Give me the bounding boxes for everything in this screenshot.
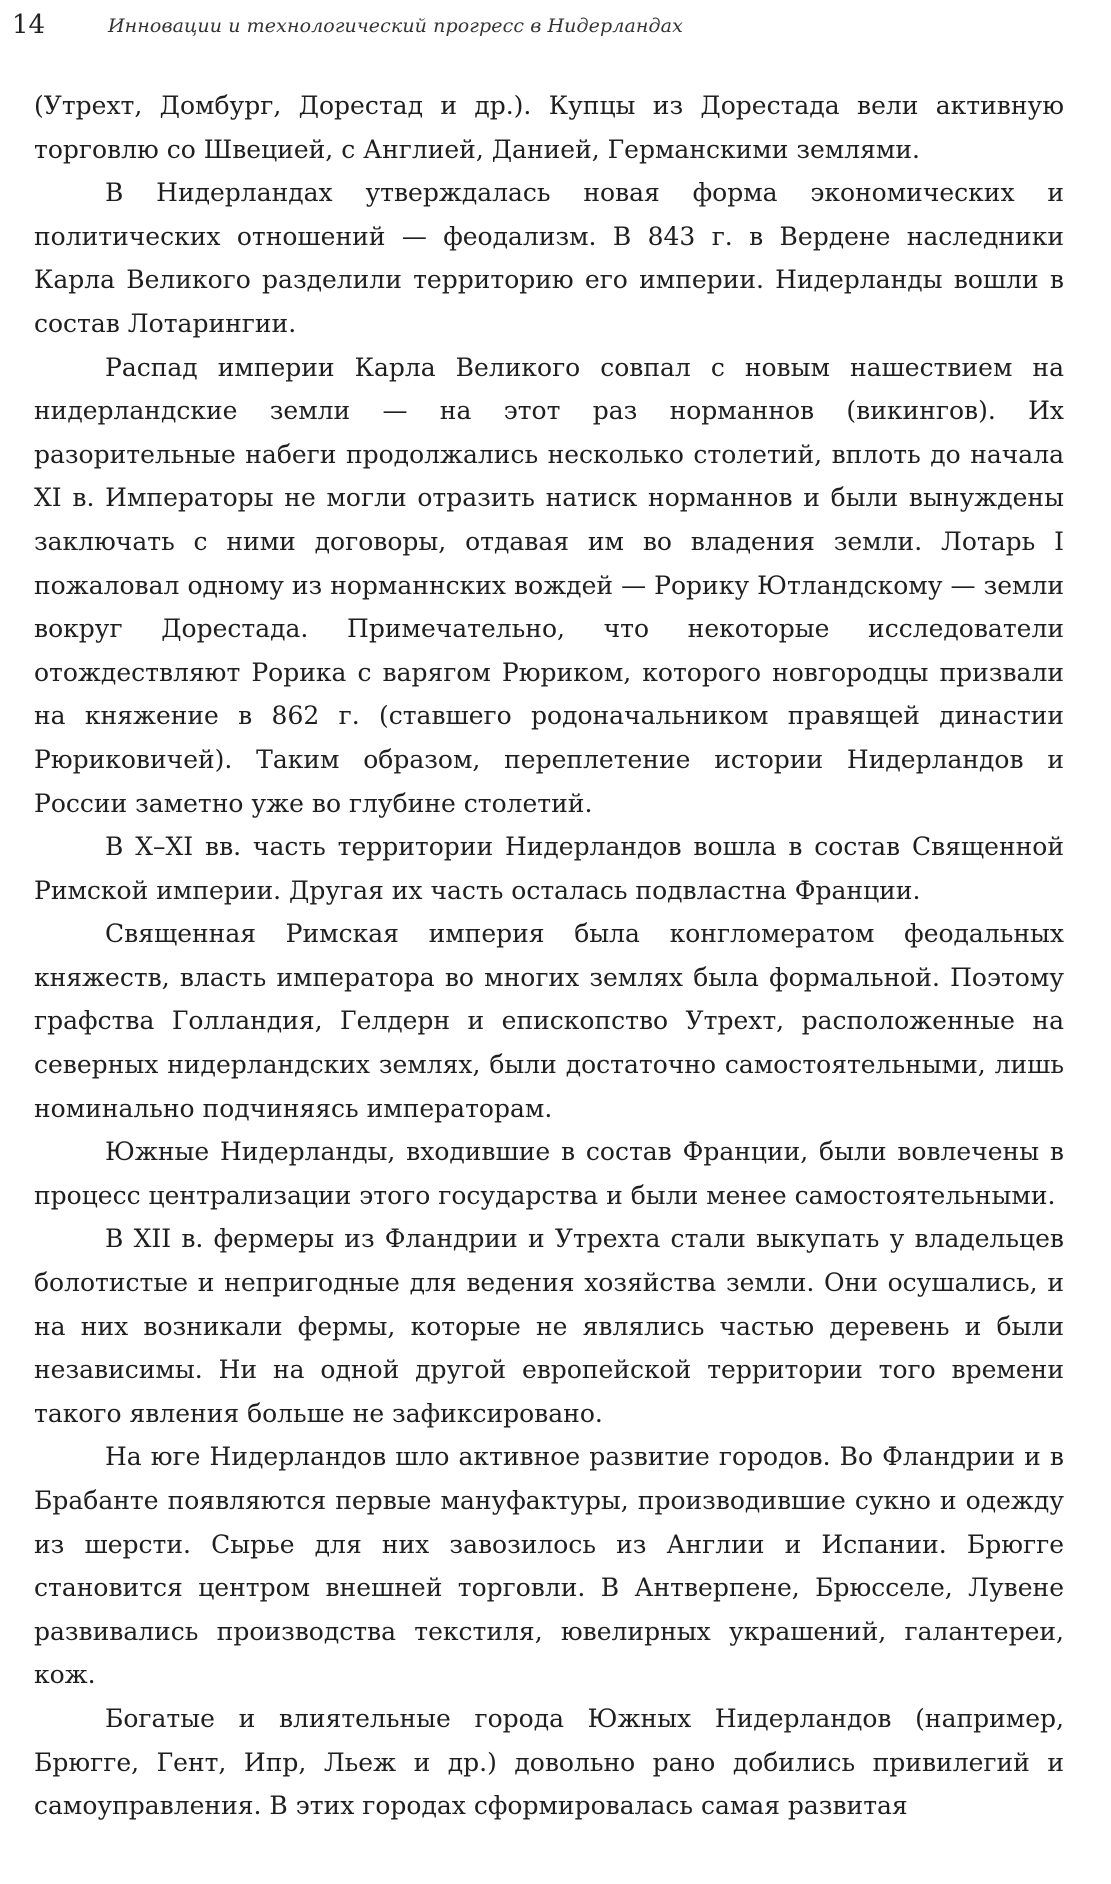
paragraph: В XII в. фермеры из Фландрии и Утрехта стали выкупать у владельцев болотистые и непригодные для ведения хозяйства земли. Они осушались, и на них возникали фермы, которые не являлись частью деревень и были независимы. Ни на одной другой европейской территории того времени такого явления больше не зафиксировано. xyxy=(34,1224,1064,1428)
body-text xyxy=(34,84,1064,1828)
running-title: Инновации и технологический прогресс в Нидерландах xyxy=(108,15,683,37)
page-header xyxy=(12,8,1062,52)
paragraph: В X–XI вв. часть территории Нидерландов вошла в состав Священной Римской империи. Другая их часть осталась подвластна Франции. xyxy=(34,832,1064,905)
paragraph: Священная Римская империя была конгломератом феодальных княжеств, власть императора во многих землях была формальной. Поэтому графства Голландия, Гелдерн и епископство Утрехт, расположенные на северных нидерландских землях, были достаточно самостоятельными, лишь номинально подчиняясь императорам. xyxy=(34,919,1064,1123)
paragraph: (Утрехт, Домбург, Дорестад и др.). Купцы из Дорестада вели активную торговлю со Швецией, с Англией, Данией, Германскими землями. xyxy=(34,91,1064,164)
page-number: 14 xyxy=(12,10,46,40)
paragraph: В Нидерландах утверждалась новая форма экономических и политических отношений — феодализм. В 843 г. в Вердене наследники Карла Великого разделили территорию его империи. Нидерланды вошли в состав Лотарингии. xyxy=(34,178,1064,338)
paragraph: Распад империи Карла Великого совпал с новым нашествием на нидерландские земли — на этот раз норманнов (викингов). Их разорительные набеги продолжались несколько столетий, вплоть до начала XI в. Императоры не могли отразить натиск норманнов и были вынуждены заключать с ними договоры, отдавая им во владения земли. Лотарь I пожаловал одному из норманнских вождей — Рорику Ютландскому — земли вокруг Дорестада. Примечательно, что некоторые исследователи отождествляют Рорика с варягом Рюриком, которого новгородцы призвали на княжение в 862 г. (ставшего родоначальником правящей династии Рюриковичей). Таким образом, переплетение истории Нидерландов и России заметно уже во глубине столетий. xyxy=(34,352,1064,818)
paragraph: Южные Нидерланды, входившие в состав Франции, были вовлечены в процесс централизации этого государства и были менее самостоятельными. xyxy=(34,1137,1064,1210)
paragraph: Богатые и влиятельные города Южных Нидерландов (например, Брюгге, Гент, Ипр, Льеж и др.) довольно рано добились привилегий и самоуправления. В этих городах сформировалась самая развитая xyxy=(34,1703,1064,1821)
paragraph: На юге Нидерландов шло активное развитие городов. Во Фландрии и в Брабанте появляются первые мануфактуры, производившие сукно и одежду из шерсти. Сырье для них завозилось из Англии и Испании. Брюгге становится центром внешней торговли. В Антверпене, Брюсселе, Лувене развивались производства текстиля, ювелирных украшений, галантереи, кож. xyxy=(34,1442,1064,1690)
